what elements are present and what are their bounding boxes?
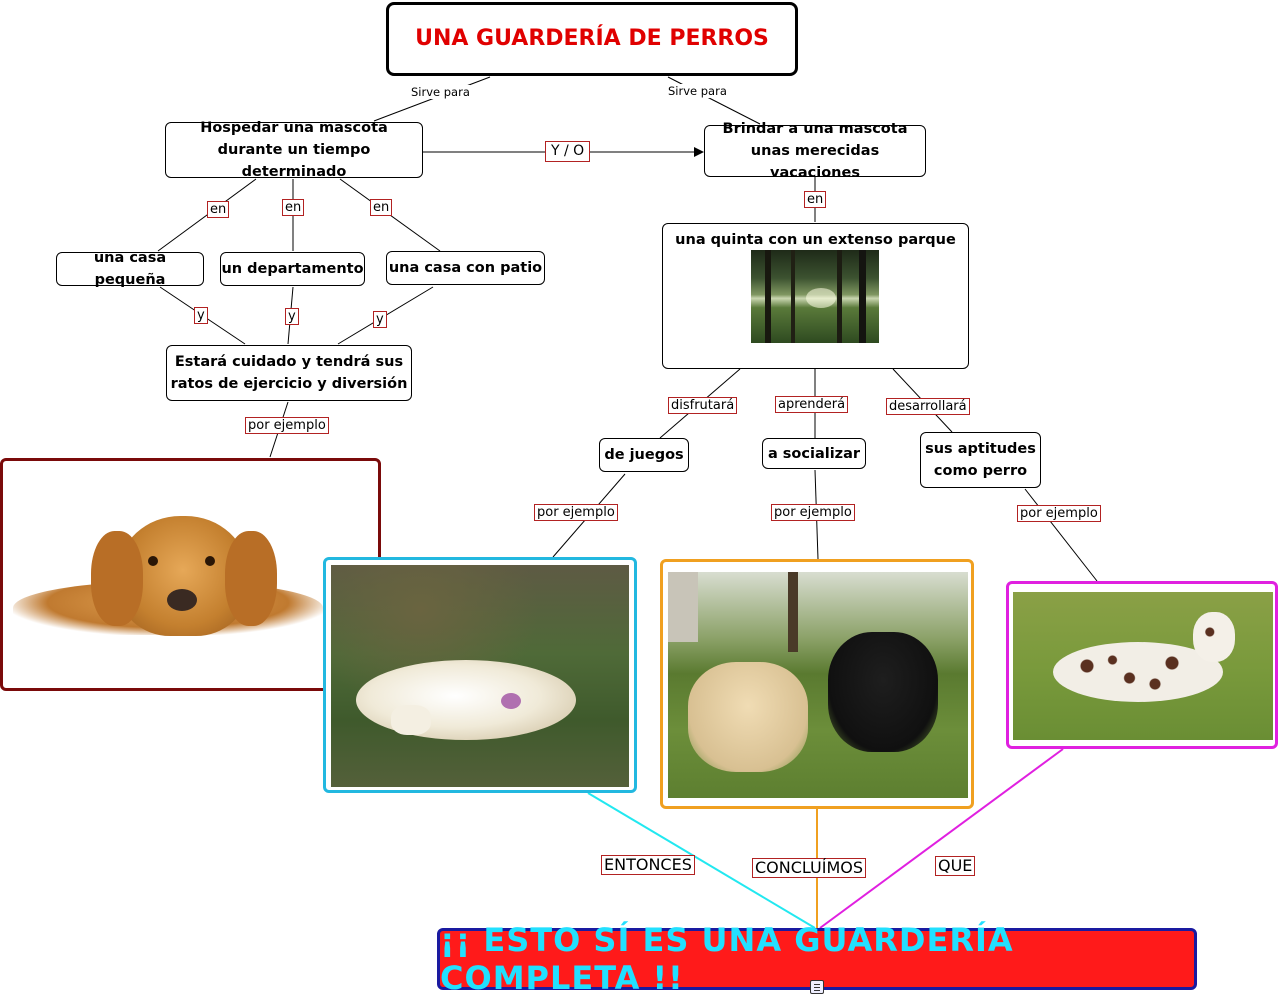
node-departamento[interactable] [220, 252, 365, 286]
label-por-ejemplo-1: por ejemplo [245, 417, 329, 434]
node-brindar[interactable] [704, 121, 926, 181]
note-icon[interactable] [810, 980, 824, 994]
two-dogs-photo [668, 572, 968, 798]
main-topic-text: UNA GUARDERÍA DE PERROS [415, 26, 769, 51]
dalmatian-photo [1013, 592, 1273, 740]
node-aptitudes-line2: como perro [933, 463, 1028, 479]
node-quinta[interactable] [662, 223, 969, 369]
park-photo [751, 250, 879, 343]
conclusion-text: ¡¡ ESTO SÍ ES UNA GUARDERÍA COMPLETA !! [440, 921, 1014, 997]
node-aptitudes[interactable] [920, 432, 1041, 488]
node-cuidado-line1: Estará cuidado y tendrá sus [174, 354, 404, 370]
node-juegos[interactable] [599, 438, 689, 472]
label-sirve-para-left: Sirve para [411, 85, 470, 99]
node-quinta-text: una quinta con un extenso parque [675, 232, 956, 248]
node-juegos-text: de juegos [604, 447, 684, 463]
label-por-ejemplo-3: por ejemplo [771, 504, 855, 521]
node-casa-pequena[interactable] [56, 252, 204, 286]
node-hospedar-line2: durante un tiempo determinado [217, 142, 371, 180]
label-que: QUE [935, 856, 975, 876]
label-y-1: y [194, 307, 208, 324]
node-hospedar[interactable] [165, 122, 423, 178]
node-casa-patio-text: una casa con patio [388, 260, 543, 276]
node-socializar-text: a socializar [767, 445, 861, 462]
node-casa-pequena-text: una casa pequeña [93, 250, 167, 288]
label-en-2: en [282, 199, 304, 216]
label-en-3: en [370, 199, 392, 216]
node-cuidado-line2: ratos de ejercicio y diversión [170, 376, 408, 392]
label-y-o: Y / O [545, 141, 590, 162]
label-aprendera: aprenderá [775, 396, 848, 413]
label-disfrutara: disfrutará [668, 397, 737, 414]
label-en-4: en [804, 191, 826, 208]
label-y-3: y [373, 311, 387, 328]
dog-playing-photo [331, 565, 629, 787]
label-entonces: ENTONCES [601, 855, 695, 875]
node-cuidado[interactable] [166, 345, 412, 401]
label-por-ejemplo-2: por ejemplo [534, 504, 618, 521]
label-desarrollara: desarrollará [886, 398, 970, 415]
node-hospedar-line1: Hospedar una mascota [200, 120, 388, 136]
label-sirve-para-right: Sirve para [668, 84, 727, 98]
label-y-2: y [285, 308, 299, 325]
node-departamento-text: un departamento [221, 261, 364, 277]
spaniel-photo [13, 511, 333, 651]
node-casa-patio[interactable] [386, 251, 545, 285]
label-en-1: en [207, 201, 229, 218]
label-concluimos: CONCLUÍMOS [752, 858, 866, 878]
label-por-ejemplo-4: por ejemplo [1017, 505, 1101, 522]
node-aptitudes-line1: sus aptitudes [925, 441, 1036, 457]
juegos-photo-frame[interactable] [323, 557, 637, 793]
node-socializar[interactable] [762, 438, 866, 469]
node-brindar-line1: Brindar a una mascota [722, 121, 908, 137]
aptitudes-photo-frame[interactable] [1006, 581, 1278, 749]
main-topic[interactable] [386, 2, 798, 76]
socializar-photo-frame[interactable] [660, 559, 974, 809]
node-brindar-line2: unas merecidas vacaciones [750, 143, 880, 181]
